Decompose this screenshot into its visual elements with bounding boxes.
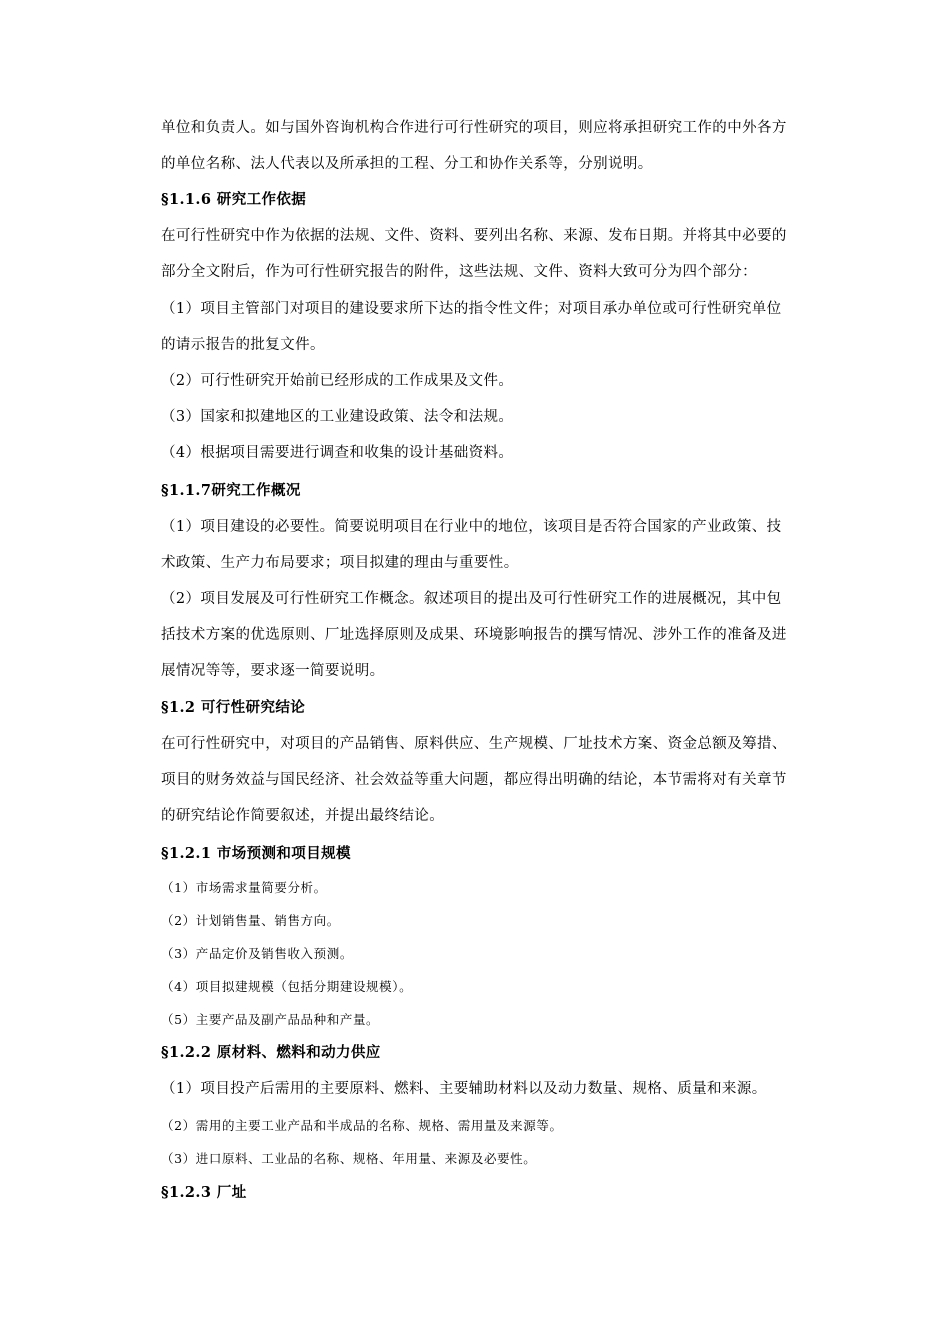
list-item: （3）进口原料、工业品的名称、规格、年用量、来源及必要性。 — [161, 1151, 537, 1166]
body-text-line: 的单位名称、法人代表以及所承担的工程、分工和协作关系等，分别说明。 — [161, 156, 653, 172]
body-text-line: 括技术方案的优选原则、厂址选择原则及成果、环境影响报告的撰写情况、涉外工作的准备及进 — [161, 627, 787, 643]
body-text-line: 展情况等等，要求逐一简要说明。 — [161, 663, 385, 679]
list-item: （5）主要产品及副产品品种和产量。 — [161, 1012, 380, 1027]
section-heading: §1.2.1 市场预测和项目规模 — [161, 845, 351, 862]
body-text-line: 单位和负责人。如与国外咨询机构合作进行可行性研究的项目，则应将承担研究工作的中外各方 — [161, 120, 787, 136]
body-text-line: （1）项目投产后需用的主要原料、燃料、主要辅助材料以及动力数量、规格、质量和来源。 — [161, 1081, 767, 1097]
section-heading: §1.1.6 研究工作依据 — [161, 191, 307, 208]
section-heading: §1.1.7研究工作概况 — [161, 482, 301, 499]
body-text-line: （4）根据项目需要进行调查和收集的设计基础资料。 — [161, 445, 514, 461]
body-text-line: （2）项目发展及可行性研究工作概念。叙述项目的提出及可行性研究工作的进展概况，其中包 — [161, 591, 782, 607]
list-item: （4）项目拟建规模（包括分期建设规模）。 — [161, 979, 413, 994]
body-text-line: 术政策、生产力布局要求；项目拟建的理由与重要性。 — [161, 555, 519, 571]
list-item: （1）市场需求量简要分析。 — [161, 880, 327, 895]
body-text-line: （1）项目主管部门对项目的建设要求所下达的指令性文件；对项目承办单位或可行性研究单位 — [161, 301, 782, 317]
body-text-line: 部分全文附后，作为可行性研究报告的附件，这些法规、文件、资料大致可分为四个部分： — [161, 264, 757, 280]
body-text-line: 的研究结论作简要叙述，并提出最终结论。 — [161, 808, 445, 824]
body-text-line: （3）国家和拟建地区的工业建设政策、法令和法规。 — [161, 409, 514, 425]
list-item: （3）产品定价及销售收入预测。 — [161, 946, 353, 961]
section-heading: §1.2.3 厂址 — [161, 1184, 247, 1201]
body-text-line: 在可行性研究中作为依据的法规、文件、资料、要列出名称、来源、发布日期。并将其中必要的 — [161, 228, 787, 244]
body-text-line: 项目的财务效益与国民经济、社会效益等重大问题，都应得出明确的结论，本节需将对有关章节 — [161, 772, 787, 788]
section-heading: §1.2 可行性研究结论 — [161, 699, 306, 716]
body-text-line: 在可行性研究中，对项目的产品销售、原料供应、生产规模、厂址技术方案、资金总额及筹措、 — [161, 736, 787, 752]
body-text-line: 的请示报告的批复文件。 — [161, 337, 325, 353]
list-item: （2）需用的主要工业产品和半成品的名称、规格、需用量及来源等。 — [161, 1118, 563, 1133]
section-heading: §1.2.2 原材料、燃料和动力供应 — [161, 1044, 381, 1061]
body-text-line: （2）可行性研究开始前已经形成的工作成果及文件。 — [161, 373, 514, 389]
list-item: （2）计划销售量、销售方向。 — [161, 913, 340, 928]
body-text-line: （1）项目建设的必要性。简要说明项目在行业中的地位，该项目是否符合国家的产业政策、技 — [161, 519, 782, 535]
